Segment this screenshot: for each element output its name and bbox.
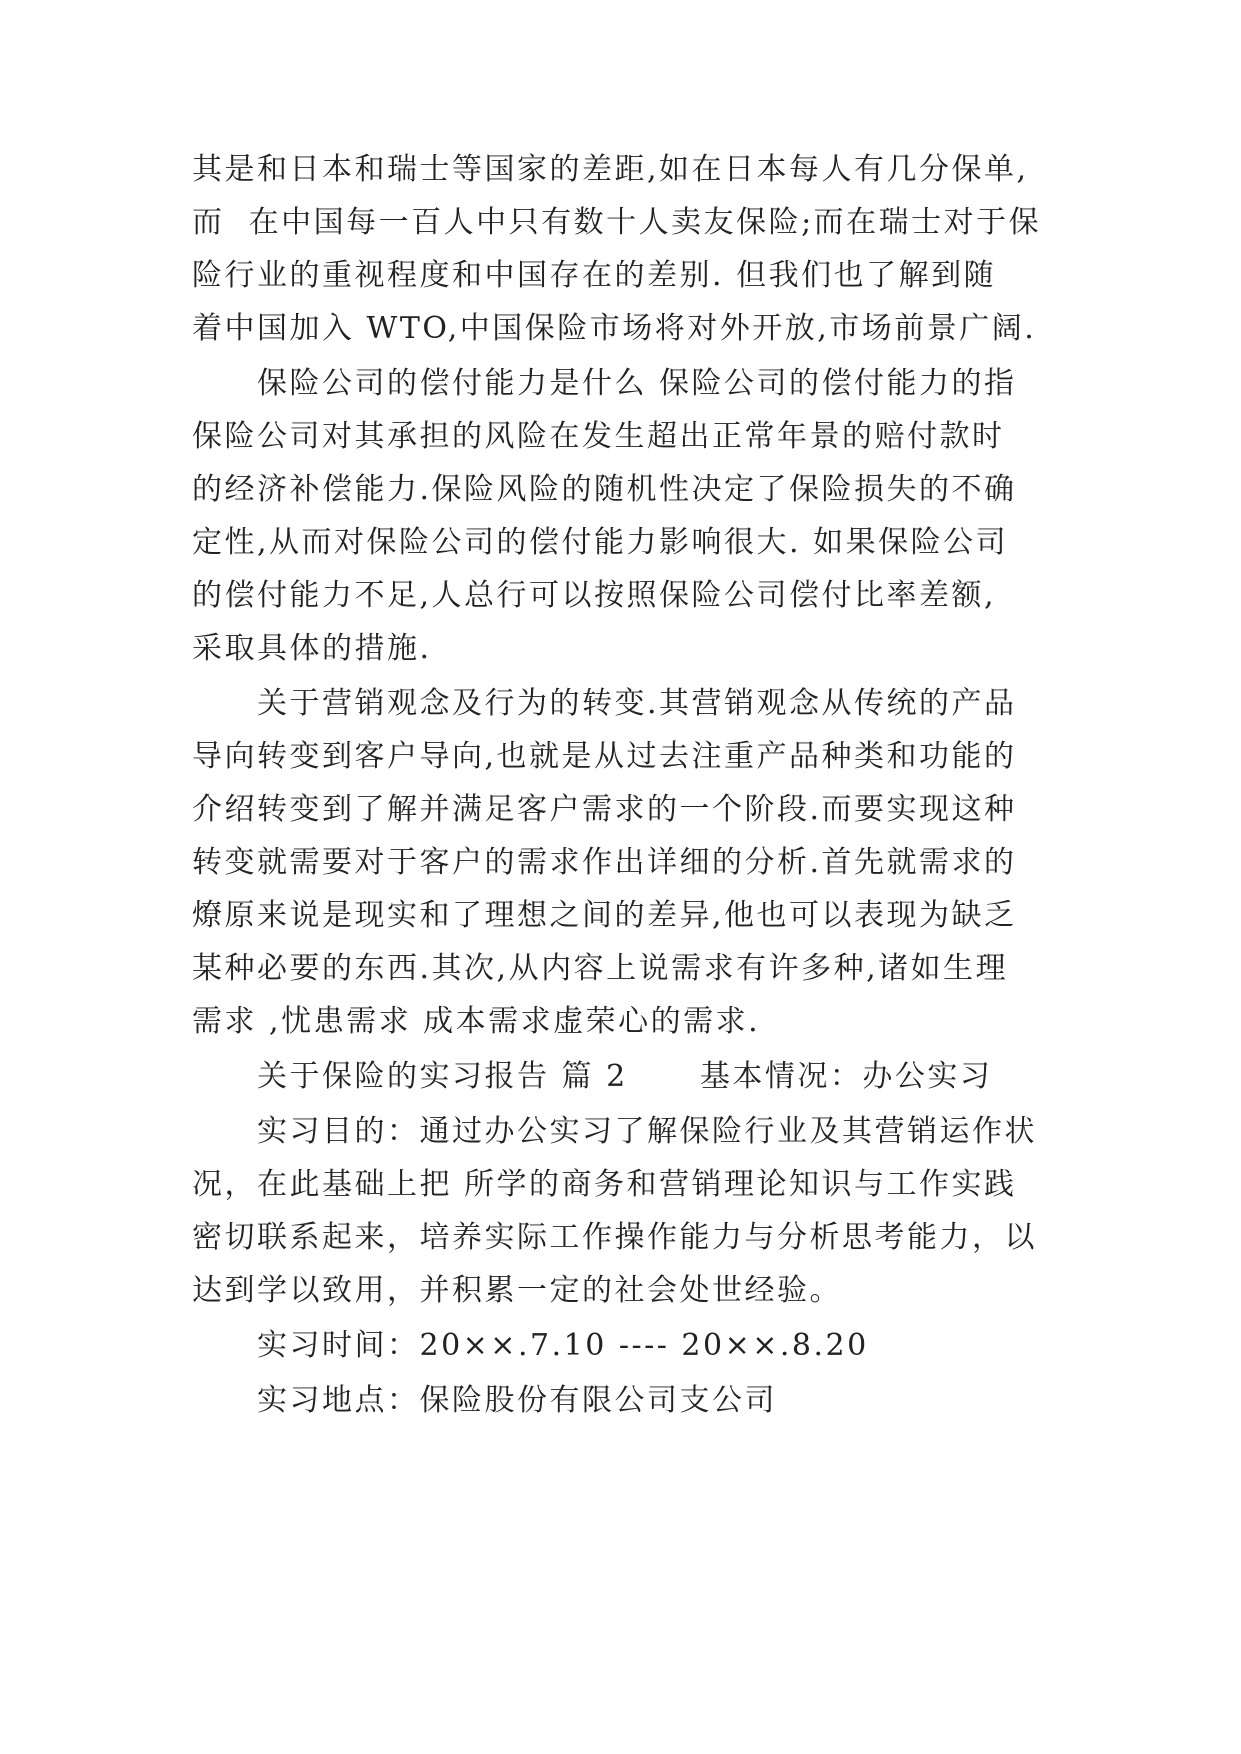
section-heading: 关于保险的实习报告 篇 2 基本情况：办公实习 — [257, 1059, 993, 1094]
text-line: 燎原来说是现实和了理想之间的差异,他也可以表现为缺乏 — [192, 898, 1017, 933]
text-line: 着中国加入 WTO,中国保险市场将对外开放,市场前景广阔. — [192, 311, 1037, 346]
text-line: 某种必要的东西.其次,从内容上说需求有许多种,诸如生理 — [192, 951, 1009, 986]
text-line: 介绍转变到了解并满足客户需求的一个阶段.而要实现这种 — [192, 792, 1017, 827]
text-line: 定性,从而对保险公司的偿付能力影响很大. 如果保险公司 — [192, 525, 1009, 560]
text-line: 况，在此基础上把 所学的商务和营销理论知识与工作实践 — [192, 1167, 1017, 1202]
text-line: 转变就需要对于客户的需求作出详细的分析.首先就需求的 — [192, 845, 1017, 880]
text-line: 采取具体的措施. — [192, 631, 432, 666]
text-line: 保险公司对其承担的风险在发生超出正常年景的赔付款时 — [192, 419, 1005, 454]
text-line: 实习地点：保险股份有限公司支公司 — [257, 1383, 777, 1418]
text-line: 保险公司的偿付能力是什么 保险公司的偿付能力的指 — [257, 366, 1017, 401]
text-line: 实习时间：20××.7.10 ---- 20××.8.20 — [257, 1328, 869, 1363]
text-line: 其是和日本和瑞士等国家的差距,如在日本每人有几分保单, — [192, 152, 1029, 187]
text-line: 密切联系起来，培养实际工作操作能力与分析思考能力，以 — [192, 1220, 1037, 1255]
text-line: 的经济补偿能力.保险风险的随机性决定了保险损失的不确 — [192, 472, 1017, 507]
text-line: 达到学以致用，并积累一定的社会处世经验。 — [192, 1273, 842, 1308]
text-line: 的偿付能力不足,人总行可以按照保险公司偿付比率差额, — [192, 578, 997, 613]
text-line: 而 在中国每一百人中只有数十人卖友保险;而在瑞士对于保 — [192, 205, 1042, 240]
text-line: 实习目的：通过办公实习了解保险行业及其营销运作状 — [257, 1114, 1037, 1149]
text-line: 险行业的重视程度和中国存在的差别. 但我们也了解到随 — [192, 258, 997, 293]
text-line: 需求 ,忧患需求 成本需求虚荣心的需求. — [192, 1004, 761, 1039]
text-line: 导向转变到客户导向,也就是从过去注重产品种类和功能的 — [192, 739, 1017, 774]
text-line: 关于营销观念及行为的转变.其营销观念从传统的产品 — [257, 686, 1017, 721]
